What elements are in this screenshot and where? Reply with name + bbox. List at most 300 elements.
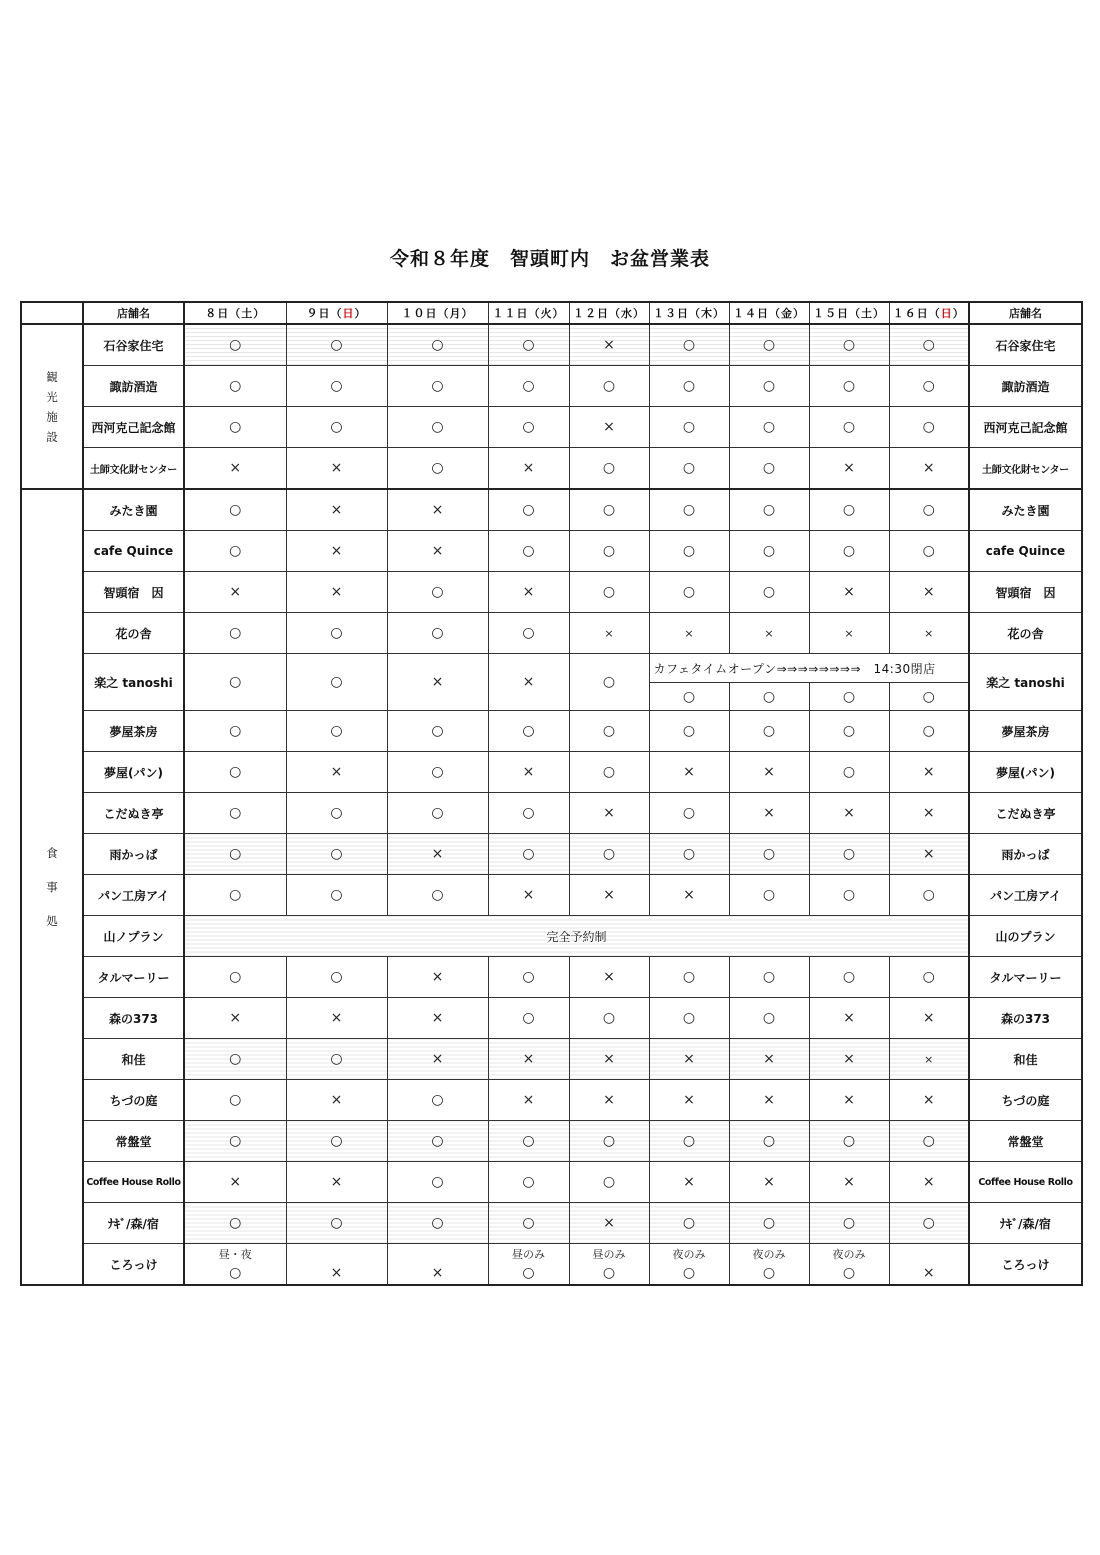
status-cell: ×: [889, 1039, 969, 1080]
table-row: [21, 613, 1082, 654]
status-cell: ○: [729, 1121, 809, 1162]
status-cell: [387, 1244, 488, 1286]
status-cell: ×: [889, 1080, 969, 1121]
status-cell: ○: [184, 834, 286, 875]
status-cell: ×: [889, 1162, 969, 1203]
status-cell: ○: [889, 531, 969, 572]
shop-name: 智頭宿 因: [83, 572, 184, 613]
status-cell: ○: [488, 793, 569, 834]
day-number: ８日（: [205, 307, 242, 320]
status-cell: ○: [649, 448, 729, 490]
status-cell: ○: [809, 531, 889, 572]
status-cell: ○: [488, 957, 569, 998]
status-cell: ○: [729, 324, 809, 366]
status-cell: ○: [286, 793, 387, 834]
status-cell: ○: [729, 366, 809, 407]
status-cell: ×: [387, 489, 488, 531]
status-cell: ×: [889, 752, 969, 793]
status-cell: ×: [184, 998, 286, 1039]
day-of-week: 日: [342, 307, 355, 320]
status-cell: ×: [889, 793, 969, 834]
status-cell: ○: [569, 572, 649, 613]
day-paren: ）: [952, 307, 965, 320]
table-row: [21, 407, 1082, 448]
status-cell: ○: [569, 998, 649, 1039]
day-of-week: 金: [781, 307, 793, 320]
day-number: １５日（: [813, 307, 861, 320]
category-food: [21, 489, 83, 1285]
status-cell: ○: [809, 683, 889, 711]
status-cell: ○: [488, 489, 569, 531]
status-cell: ×: [649, 1162, 729, 1203]
status-cell: ○: [729, 683, 809, 711]
table-row: [21, 324, 1082, 366]
day-of-week: 土: [241, 307, 254, 320]
day-number: １３日（: [653, 307, 701, 320]
category-sightseeing: [21, 324, 83, 489]
header-day-4: [488, 302, 569, 324]
status-subnote: [287, 1248, 387, 1266]
status-subnote: [890, 1248, 969, 1266]
status-cell: ○: [569, 489, 649, 531]
day-paren: ）: [253, 307, 266, 320]
shop-name-right: 西河克己記念館: [969, 407, 1082, 448]
status-cell: ×: [488, 1080, 569, 1121]
status-cell: ○: [569, 1162, 649, 1203]
status-cell: ○: [184, 1080, 286, 1121]
table-row: [21, 916, 1082, 957]
status-cell: ×: [569, 407, 649, 448]
status-cell: ○: [649, 1121, 729, 1162]
reservation-only-cell: 完全予約制: [184, 916, 969, 957]
status-cell: ○: [729, 998, 809, 1039]
table-row: [21, 1244, 1082, 1286]
status-cell: ○: [569, 752, 649, 793]
status-cell: ○: [569, 366, 649, 407]
status-cell: ×: [889, 613, 969, 654]
business-schedule-table: [20, 301, 1083, 1286]
category-char: 設: [46, 429, 58, 444]
header-row: [21, 302, 1082, 324]
status-subnote: 夜のみ: [752, 1248, 786, 1261]
shop-name: 森の373: [83, 998, 184, 1039]
shop-name-right: 常盤堂: [969, 1121, 1082, 1162]
status-cell: ×: [889, 572, 969, 613]
status-cell: ×: [809, 1080, 889, 1121]
status-cell: ○: [488, 998, 569, 1039]
shop-name: 花の舎: [83, 613, 184, 654]
status-cell: ×: [889, 834, 969, 875]
status-cell: ○: [569, 448, 649, 490]
table-row: [21, 366, 1082, 407]
status-cell: ○: [387, 366, 488, 407]
status-cell: ○: [809, 1121, 889, 1162]
shop-name: ころっけ: [83, 1244, 184, 1286]
status-cell: ○: [889, 957, 969, 998]
status-mark: ×: [922, 1265, 935, 1281]
shop-name-right: 土師文化財センター: [969, 448, 1082, 490]
day-paren: ）: [873, 307, 885, 320]
status-cell: ○: [889, 1203, 969, 1244]
status-mark: ○: [522, 1265, 535, 1281]
status-mark: ×: [330, 1265, 343, 1281]
status-cell: ○: [889, 875, 969, 916]
status-cell: ×: [184, 448, 286, 490]
header-name-left: 店舗名: [83, 302, 184, 324]
status-cell: ×: [569, 793, 649, 834]
status-cell: ×: [387, 1039, 488, 1080]
status-cell: ○: [286, 324, 387, 366]
status-cell: ○: [649, 793, 729, 834]
status-cell: ○: [184, 711, 286, 752]
status-cell: ×: [387, 531, 488, 572]
shop-name-right: 花の舎: [969, 613, 1082, 654]
status-cell: ○: [387, 1162, 488, 1203]
table-row: [21, 752, 1082, 793]
status-cell: ○: [889, 683, 969, 711]
status-cell: [889, 1244, 969, 1286]
header-day-8: [809, 302, 889, 324]
category-char: 食: [46, 846, 58, 860]
day-of-week: 火: [540, 307, 553, 320]
status-subnote: [388, 1248, 488, 1266]
status-cell: ○: [729, 834, 809, 875]
status-cell: ○: [387, 1121, 488, 1162]
status-cell: ○: [286, 1039, 387, 1080]
status-cell: ○: [729, 448, 809, 490]
status-cell: ○: [488, 834, 569, 875]
status-cell: ○: [649, 324, 729, 366]
table-row: [21, 1080, 1082, 1121]
shop-name-right: こだぬき亭: [969, 793, 1082, 834]
status-cell: ○: [387, 1203, 488, 1244]
header-day-2: [286, 302, 387, 324]
status-cell: ○: [729, 489, 809, 531]
day-paren: ）: [713, 307, 725, 320]
table-row: [21, 489, 1082, 531]
shop-name-right: 夢屋(パン): [969, 752, 1082, 793]
status-cell: ×: [488, 1039, 569, 1080]
status-cell: ○: [286, 407, 387, 448]
status-cell: ○: [184, 531, 286, 572]
status-cell: ×: [889, 998, 969, 1039]
status-cell: ×: [569, 1203, 649, 1244]
shop-name: 西河克己記念館: [83, 407, 184, 448]
status-cell: ○: [729, 957, 809, 998]
shop-name-right: タルマーリー: [969, 957, 1082, 998]
shop-name-right: 森の373: [969, 998, 1082, 1039]
status-subnote: 昼・夜: [218, 1248, 252, 1261]
status-cell: ○: [286, 1121, 387, 1162]
status-cell: ×: [729, 1080, 809, 1121]
shop-name-right: 諏訪酒造: [969, 366, 1082, 407]
day-of-week: 土: [861, 307, 873, 320]
shop-name: 楽之 tanoshi: [83, 654, 184, 711]
status-cell: [729, 1244, 809, 1286]
shop-name: みたき園: [83, 489, 184, 531]
status-cell: ×: [649, 1080, 729, 1121]
status-cell: ×: [809, 572, 889, 613]
status-subnote: 昼のみ: [592, 1248, 626, 1261]
shop-name-right: 雨かっぱ: [969, 834, 1082, 875]
shop-name: タルマーリー: [83, 957, 184, 998]
shop-name: 常盤堂: [83, 1121, 184, 1162]
status-cell: ○: [729, 875, 809, 916]
table-row: [21, 572, 1082, 613]
status-subnote: 昼のみ: [512, 1248, 545, 1261]
shop-name-right: みたき園: [969, 489, 1082, 531]
shop-name: 土師文化財センター: [83, 448, 184, 490]
table-row: [21, 1121, 1082, 1162]
day-paren: ）: [552, 307, 565, 320]
status-cell: ×: [809, 613, 889, 654]
page-title: 令和８年度 智頭町内 お盆営業表: [389, 248, 710, 270]
status-cell: ○: [649, 407, 729, 448]
status-cell: ○: [488, 324, 569, 366]
shop-name: 夢屋茶房: [83, 711, 184, 752]
header-day-1: [184, 302, 286, 324]
status-cell: ○: [286, 613, 387, 654]
status-cell: ○: [569, 711, 649, 752]
header-day-3: [387, 302, 488, 324]
status-cell: ×: [569, 324, 649, 366]
day-number: １４日（: [733, 307, 781, 320]
status-cell: ×: [387, 957, 488, 998]
status-cell: [569, 1244, 649, 1286]
status-subnote: 夜のみ: [672, 1248, 706, 1261]
category-char: 処: [46, 914, 58, 928]
status-cell: ○: [286, 366, 387, 407]
status-cell: ○: [649, 834, 729, 875]
status-cell: ×: [286, 489, 387, 531]
status-cell: ○: [649, 1203, 729, 1244]
status-cell: ○: [889, 711, 969, 752]
status-cell: ×: [729, 613, 809, 654]
status-mark: ×: [431, 1265, 444, 1281]
status-cell: ×: [809, 793, 889, 834]
status-cell: ○: [809, 875, 889, 916]
shop-name-right: 山のプラン: [969, 916, 1082, 957]
day-number: １６日（: [892, 307, 941, 320]
status-cell: ○: [809, 1203, 889, 1244]
table-row: [21, 1162, 1082, 1203]
shop-name: 雨かっぱ: [83, 834, 184, 875]
status-cell: ×: [184, 572, 286, 613]
status-cell: ○: [387, 448, 488, 490]
status-cell: ○: [286, 1203, 387, 1244]
status-mark: ○: [762, 1265, 776, 1281]
day-number: １２日（: [573, 307, 621, 320]
category-char: 施: [46, 409, 58, 424]
status-cell: ○: [488, 407, 569, 448]
status-cell: ○: [387, 572, 488, 613]
shop-name-right: ころっけ: [969, 1244, 1082, 1286]
status-cell: ○: [184, 1039, 286, 1080]
status-cell: ○: [184, 1121, 286, 1162]
status-mark: ○: [229, 1265, 242, 1281]
header-day-6: [649, 302, 729, 324]
status-cell: ×: [286, 448, 387, 490]
status-cell: ○: [184, 875, 286, 916]
header-day-7: [729, 302, 809, 324]
status-cell: ×: [387, 834, 488, 875]
status-cell: ○: [184, 957, 286, 998]
shop-name: 石谷家住宅: [83, 324, 184, 366]
cafe-time-note: カフェタイムオープン⇒⇒⇒⇒⇒⇒⇒⇒ 14:30閉店: [649, 654, 969, 683]
status-cell: ×: [569, 613, 649, 654]
status-cell: ○: [184, 407, 286, 448]
day-paren: ）: [793, 307, 805, 320]
status-cell: ×: [286, 1162, 387, 1203]
status-cell: ×: [809, 448, 889, 490]
status-cell: ×: [488, 654, 569, 711]
status-cell: ○: [569, 834, 649, 875]
table-row: [21, 875, 1082, 916]
status-cell: ×: [488, 875, 569, 916]
status-cell: ×: [649, 613, 729, 654]
table-row: [21, 793, 1082, 834]
status-cell: ○: [889, 324, 969, 366]
shop-name-right: 夢屋茶房: [969, 711, 1082, 752]
day-of-week: 木: [701, 307, 713, 320]
table-row: [21, 957, 1082, 998]
status-cell: ○: [488, 1162, 569, 1203]
status-cell: ○: [488, 711, 569, 752]
shop-name-right: 和佳: [969, 1039, 1082, 1080]
status-cell: ×: [488, 448, 569, 490]
status-cell: ×: [569, 875, 649, 916]
status-cell: ×: [809, 1039, 889, 1080]
status-cell: ○: [387, 613, 488, 654]
status-cell: ○: [729, 711, 809, 752]
status-mark: ○: [842, 1265, 856, 1281]
status-cell: ○: [286, 875, 387, 916]
day-paren: ）: [633, 307, 645, 320]
header-day-9: [889, 302, 969, 324]
shop-name: 夢屋(パン): [83, 752, 184, 793]
status-cell: [488, 1244, 569, 1286]
status-cell: ○: [184, 752, 286, 793]
status-cell: ×: [569, 1039, 649, 1080]
status-cell: ○: [488, 1121, 569, 1162]
shop-name: Coffee House Rollo: [83, 1162, 184, 1203]
shop-name: こだぬき亭: [83, 793, 184, 834]
status-cell: ○: [649, 998, 729, 1039]
status-cell: ○: [809, 752, 889, 793]
status-cell: ○: [889, 407, 969, 448]
status-cell: ○: [387, 875, 488, 916]
status-cell: ×: [286, 998, 387, 1039]
shop-name: 和佳: [83, 1039, 184, 1080]
shop-name: cafe Quince: [83, 531, 184, 572]
day-number: １０日（: [401, 307, 450, 320]
status-cell: ○: [809, 711, 889, 752]
shop-name-right: ﾅｷﾞ/森/宿: [969, 1203, 1082, 1244]
status-cell: ○: [649, 957, 729, 998]
status-cell: ×: [387, 654, 488, 711]
status-cell: ○: [184, 324, 286, 366]
status-cell: ○: [184, 793, 286, 834]
status-cell: ○: [488, 531, 569, 572]
category-char: 観: [46, 369, 58, 384]
status-cell: ○: [729, 531, 809, 572]
status-cell: ○: [649, 683, 729, 711]
table-row: [21, 1039, 1082, 1080]
status-cell: ○: [387, 324, 488, 366]
status-cell: ×: [649, 875, 729, 916]
status-cell: ○: [286, 834, 387, 875]
shop-name-right: 石谷家住宅: [969, 324, 1082, 366]
status-cell: ○: [889, 1121, 969, 1162]
status-cell: ○: [286, 711, 387, 752]
status-cell: [649, 1244, 729, 1286]
status-cell: ×: [488, 572, 569, 613]
status-cell: ×: [649, 1039, 729, 1080]
status-cell: ○: [889, 366, 969, 407]
status-cell: ×: [387, 998, 488, 1039]
status-cell: ○: [809, 489, 889, 531]
status-cell: ×: [286, 572, 387, 613]
status-cell: ×: [729, 793, 809, 834]
table-row: [21, 834, 1082, 875]
table-row: [21, 531, 1082, 572]
shop-name-right: 智頭宿 因: [969, 572, 1082, 613]
status-cell: ×: [649, 752, 729, 793]
status-cell: ○: [387, 711, 488, 752]
status-cell: ○: [569, 654, 649, 711]
status-cell: ×: [286, 531, 387, 572]
status-cell: ○: [649, 711, 729, 752]
status-cell: ○: [286, 654, 387, 711]
status-cell: ○: [729, 572, 809, 613]
status-cell: ×: [286, 1080, 387, 1121]
status-cell: ×: [809, 998, 889, 1039]
category-char: 光: [46, 389, 58, 404]
status-cell: ○: [184, 654, 286, 711]
shop-name: 山ノプラン: [83, 916, 184, 957]
table-row: [21, 654, 1082, 683]
day-of-week: 日: [940, 307, 953, 320]
status-cell: ○: [649, 489, 729, 531]
status-cell: [184, 1244, 286, 1286]
table-row: [21, 1203, 1082, 1244]
day-paren: ）: [354, 307, 367, 320]
status-cell: ○: [184, 366, 286, 407]
header-name-right: 店舗名: [969, 302, 1082, 324]
status-subnote: 夜のみ: [832, 1248, 866, 1261]
status-cell: ○: [488, 613, 569, 654]
shop-name: ﾅｷﾞ/森/宿: [83, 1203, 184, 1244]
shop-name-right: ちづの庭: [969, 1080, 1082, 1121]
status-cell: ○: [387, 752, 488, 793]
shop-name-right: 楽之 tanoshi: [969, 654, 1082, 711]
status-cell: ×: [729, 752, 809, 793]
table-row: [21, 448, 1082, 490]
status-cell: ○: [649, 572, 729, 613]
status-cell: ×: [569, 1080, 649, 1121]
status-cell: ○: [569, 1121, 649, 1162]
table-row: [21, 998, 1082, 1039]
header-corner-cell: [21, 302, 83, 324]
status-cell: ○: [809, 834, 889, 875]
shop-name-right: cafe Quince: [969, 531, 1082, 572]
day-of-week: 水: [621, 307, 633, 320]
shop-name: 諏訪酒造: [83, 366, 184, 407]
status-cell: [286, 1244, 387, 1286]
category-char: 事: [46, 880, 58, 894]
status-cell: ○: [809, 957, 889, 998]
status-cell: ○: [729, 1203, 809, 1244]
